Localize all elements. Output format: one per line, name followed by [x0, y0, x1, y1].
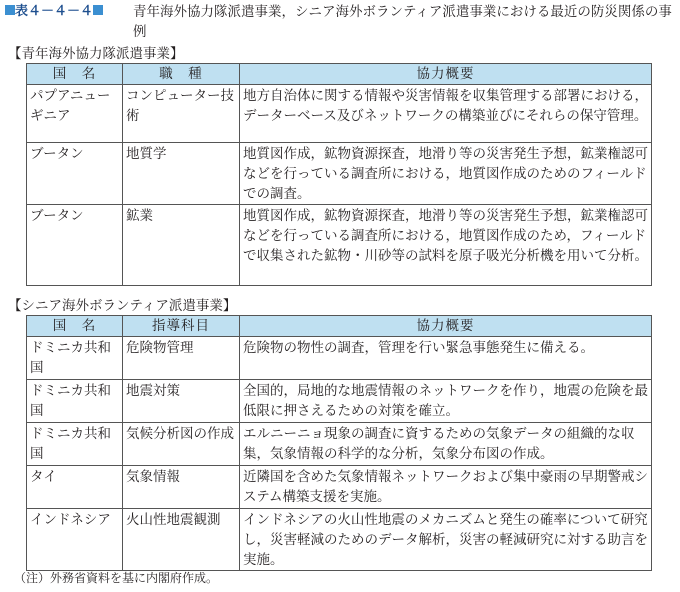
- cell-summary: 地質図作成，鉱物資源探査，地滑り等の災害発生予想，鉱業権認可などを行っている調査所における，地質図作成のため，フィールドで収集された鉱物・川砂等の試料を原子吸光分析機を用いて分析。: [240, 205, 652, 286]
- square-marker-icon: [5, 5, 15, 15]
- cell-country: インドネシア: [27, 509, 123, 571]
- cell-subject: 気象情報: [123, 466, 240, 509]
- table-number-label: 表４－４－４: [15, 4, 94, 19]
- section-title-jocv: 【青年海外協力隊派遣事業】: [8, 46, 184, 62]
- header-subject: 指導科目: [123, 316, 240, 337]
- cell-country: ドミニカ共和国: [27, 423, 123, 466]
- table-row: [27, 423, 652, 466]
- cell-subject: 気候分析図の作成: [123, 423, 240, 466]
- source-note: （注）外務省資料を基に内閣府作成。: [14, 571, 219, 585]
- table-row: [27, 143, 652, 205]
- cell-summary: 全国的，局地的な地震情報のネットワークを作り，地震の危険を最低限に押さえるための対策を確立。: [240, 380, 652, 423]
- header-summary: 協力概要: [240, 64, 652, 85]
- table-row: [27, 205, 652, 286]
- cell-subject: 火山性地震観測: [123, 509, 240, 571]
- cell-country: パプアニューギニア: [27, 85, 123, 143]
- cell-country: ブータン: [27, 205, 123, 286]
- jocv-table: [26, 63, 652, 286]
- table-title: 青年海外協力隊派遣事業，シニア海外ボランティア派遣事業における最近の防災関係の事例: [133, 4, 672, 40]
- table-row: [27, 380, 652, 423]
- table-number: [5, 2, 103, 22]
- table-row: [27, 466, 652, 509]
- cell-summary: 近隣国を含めた気象情報ネットワークおよび集中豪雨の早期警戒システム構築支援を実施。: [240, 466, 652, 509]
- cell-occupation: 地質学: [123, 143, 240, 205]
- cell-occupation: コンピューター技術: [123, 85, 240, 143]
- cell-summary: 危険物の物性の調査，管理を行い緊急事態発生に備える。: [240, 337, 652, 380]
- header-occupation: 職 種: [123, 64, 240, 85]
- header-country: 国 名: [27, 316, 123, 337]
- table-header-row: [27, 64, 652, 85]
- cell-summary: 地方自治体に関する情報や災害情報を収集管理する部署における，データーベース及びネットワークの構築並びにそれらの保守管理。: [240, 85, 652, 143]
- senior-volunteer-table: [26, 315, 652, 571]
- square-marker-icon: [93, 5, 103, 15]
- cell-country: ドミニカ共和国: [27, 380, 123, 423]
- header-summary: 協力概要: [240, 316, 652, 337]
- table-row: [27, 509, 652, 571]
- table-row: [27, 85, 652, 143]
- cell-country: ドミニカ共和国: [27, 337, 123, 380]
- cell-subject: 地震対策: [123, 380, 240, 423]
- cell-summary: エルニーニョ現象の調査に資するための気象データの組織的な収集，気象情報の科学的な分析，気象分布図の作成。: [240, 423, 652, 466]
- table-row: [27, 337, 652, 380]
- table-header-row: [27, 316, 652, 337]
- cell-occupation: 鉱業: [123, 205, 240, 286]
- cell-country: ブータン: [27, 143, 123, 205]
- header-country: 国 名: [27, 64, 123, 85]
- cell-country: タイ: [27, 466, 123, 509]
- section-title-senior: 【シニア海外ボランティア派遣事業】: [8, 298, 237, 314]
- cell-subject: 危険物管理: [123, 337, 240, 380]
- cell-summary: インドネシアの火山性地震のメカニズムと発生の確率について研究し，災害軽減のためのデータ解析，災害の軽減研究に対する助言を実施。: [240, 509, 652, 571]
- cell-summary: 地質図作成，鉱物資源探査，地滑り等の災害発生予想，鉱業権認可などを行っている調査所における，地質図作成のためのフィールドでの調査。: [240, 143, 652, 205]
